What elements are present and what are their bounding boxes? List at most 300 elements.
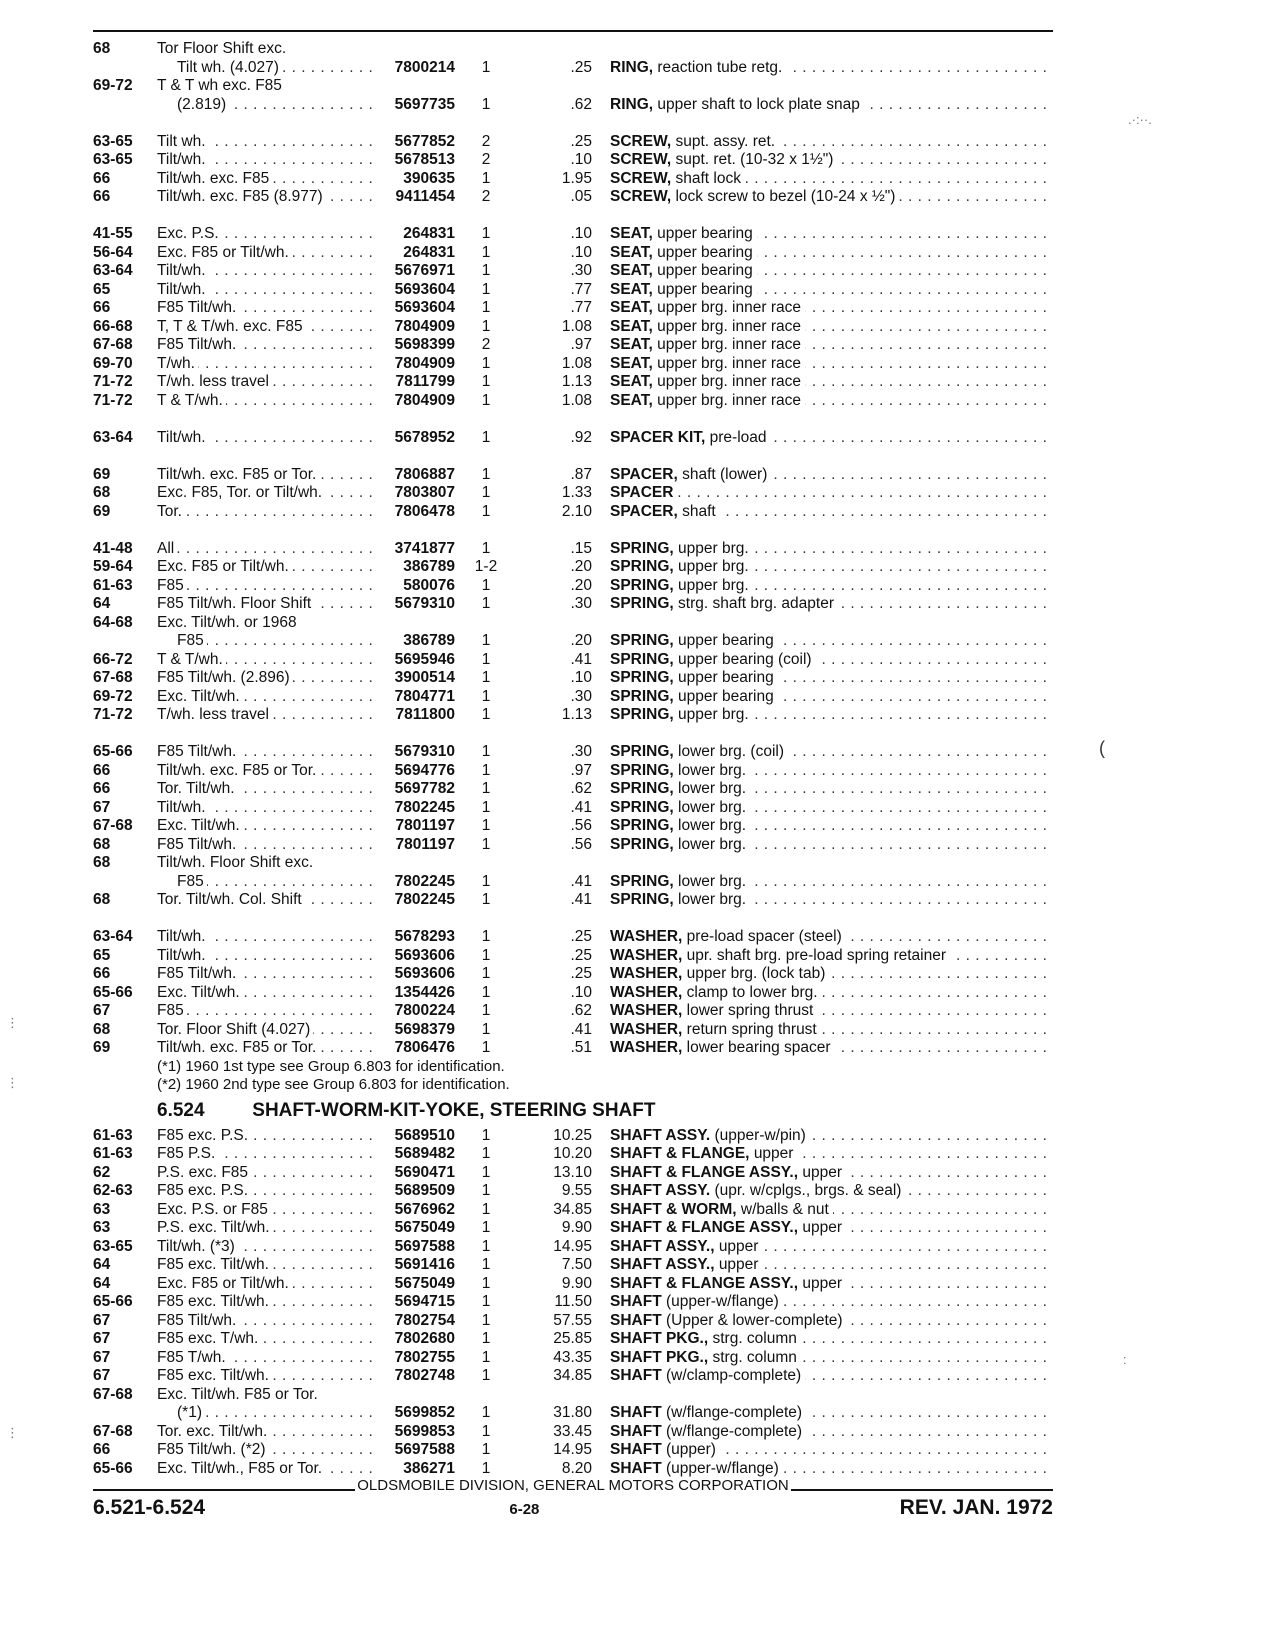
- application-text: F85: [157, 873, 207, 890]
- part-row: [93, 188, 1053, 207]
- part-row: [93, 1219, 1053, 1238]
- application: [157, 244, 375, 263]
- model-years: 65-66: [93, 983, 133, 1001]
- description: [610, 965, 1053, 984]
- application-text: F85: [157, 632, 207, 649]
- part-detail: lower brg.: [678, 761, 747, 779]
- application: [157, 947, 375, 966]
- part-detail: upper bearing: [657, 225, 753, 242]
- part-name: SPRING,: [610, 595, 674, 612]
- part-name: SEAT,: [610, 373, 653, 390]
- part-row: [93, 225, 1053, 244]
- application: [157, 281, 375, 300]
- application: [157, 1330, 375, 1349]
- application: [157, 1238, 375, 1257]
- quantity: 1: [481, 428, 491, 446]
- description: [610, 429, 1053, 448]
- description-text: [610, 40, 614, 57]
- part-name: SPRING,: [610, 650, 674, 668]
- part-name: SPRING,: [610, 576, 674, 594]
- description-text: [610, 225, 757, 242]
- model-years: 67: [93, 1367, 111, 1384]
- price: [517, 1386, 610, 1405]
- footer-rule-right: [791, 1489, 1053, 1491]
- scan-speck: :: [1123, 1352, 1127, 1367]
- model-years: 68: [93, 891, 111, 908]
- part-row: [93, 688, 1053, 707]
- description: [610, 614, 1053, 633]
- description-text: [610, 1275, 846, 1292]
- quantity: 1: [481, 1256, 491, 1273]
- price: .62: [570, 1002, 592, 1019]
- application: [157, 429, 375, 448]
- quantity: 1: [481, 798, 491, 816]
- quantity: 1: [481, 465, 491, 483]
- part-number: 7802245: [394, 872, 455, 890]
- part-group: [93, 743, 1053, 910]
- part-name: WASHER,: [610, 1039, 683, 1056]
- quantity: 1: [481, 1459, 491, 1477]
- part-number: 5694715: [394, 1293, 455, 1310]
- description: [610, 77, 1053, 96]
- quantity: 1: [481, 1002, 491, 1019]
- model-years: 65-66: [93, 1293, 133, 1310]
- quantity: 1: [481, 576, 491, 594]
- model-years: 63-64: [93, 428, 133, 446]
- application: [157, 1275, 375, 1294]
- model-years: 61-63: [93, 1126, 133, 1144]
- description-text: [610, 1201, 833, 1218]
- part-row: [93, 299, 1053, 318]
- part-name: SHAFT: [610, 1293, 662, 1310]
- application-text: F85 exc. Tilt/wh.: [157, 1293, 272, 1310]
- application-text: Tilt wh.: [157, 133, 209, 150]
- quantity: 1: [481, 1200, 491, 1218]
- description: [610, 484, 1053, 503]
- application-text: F85 exc. Tilt/wh.: [157, 1256, 272, 1273]
- quantity: 2: [481, 336, 491, 353]
- application: [157, 595, 375, 614]
- part-name: SEAT,: [610, 391, 653, 409]
- model-years: 67-68: [93, 669, 133, 686]
- part-number: 5675049: [394, 1219, 455, 1236]
- application: [157, 1127, 375, 1146]
- description-text: [610, 928, 846, 945]
- application: [157, 262, 375, 281]
- application: [157, 1404, 375, 1423]
- part-name: SPRING,: [610, 706, 674, 723]
- quantity: 1: [481, 928, 491, 945]
- application-text: Tilt/wh.: [157, 947, 209, 964]
- application-text: Exc. P.S.: [157, 225, 222, 242]
- price: .10: [570, 983, 592, 1001]
- part-row: [93, 1404, 1053, 1423]
- part-name: SPRING,: [610, 835, 674, 853]
- quantity: 1: [481, 669, 491, 686]
- part-detail: upper brg. (lock tab): [686, 965, 826, 982]
- part-number: 7802680: [394, 1330, 455, 1347]
- part-name: SEAT,: [610, 317, 653, 335]
- description: [610, 373, 1053, 392]
- part-number: 390635: [403, 169, 455, 187]
- part-name: SCREW,: [610, 169, 672, 187]
- application-text: P.S. exc. Tilt/wh.: [157, 1219, 273, 1236]
- quantity: 1: [481, 1441, 491, 1458]
- section-heading: [93, 1097, 1053, 1125]
- quantity: 2: [481, 188, 491, 205]
- quantity: 1: [481, 946, 491, 964]
- description: [610, 1256, 1053, 1275]
- application-text: Tilt/wh.: [157, 799, 209, 816]
- model-years: [93, 632, 157, 651]
- price: 11.50: [554, 1293, 592, 1310]
- scan-speck: ⋮: [6, 1425, 19, 1440]
- part-row: [93, 854, 1053, 873]
- part-row: [93, 1201, 1053, 1220]
- part-number: 5675049: [394, 1274, 455, 1292]
- description-text: [610, 1441, 720, 1458]
- description-text: [610, 817, 750, 834]
- application-text: (*1): [157, 1404, 205, 1421]
- part-detail: lower brg.: [678, 835, 747, 853]
- application-text: Tor. exc. Tilt/wh.: [157, 1423, 270, 1440]
- application: [157, 1145, 375, 1164]
- description-text: [610, 244, 757, 261]
- model-years: 67: [93, 1311, 111, 1329]
- application: [157, 96, 375, 115]
- part-name: SHAFT & WORM,: [610, 1200, 737, 1218]
- part-number: 7800214: [394, 58, 455, 76]
- part-number: [375, 614, 455, 633]
- section-parts: [93, 1127, 1053, 1479]
- section-number: 6.524: [157, 1099, 205, 1121]
- application: [157, 1201, 375, 1220]
- part-number: 5693604: [394, 280, 455, 298]
- application-text: Tor Floor Shift exc.: [157, 40, 289, 57]
- quantity: 1: [481, 1219, 491, 1236]
- price: .10: [570, 225, 592, 242]
- application: [157, 891, 375, 910]
- model-years: 56-64: [93, 243, 133, 261]
- model-years: 67: [93, 798, 111, 816]
- part-name: SHAFT & FLANGE ASSY.,: [610, 1219, 799, 1236]
- description-text: [610, 965, 829, 982]
- part-number: 7802245: [394, 891, 455, 908]
- description: [610, 854, 1053, 873]
- price: 1.13: [561, 373, 592, 390]
- quantity: 1: [481, 817, 491, 834]
- description-text: [610, 299, 805, 316]
- price: .41: [570, 872, 592, 890]
- part-row: [93, 1275, 1053, 1294]
- footnotes: [93, 1058, 1053, 1095]
- application: [157, 1164, 375, 1183]
- description: [610, 651, 1053, 670]
- application-text: F85 Tilt/wh.: [157, 336, 239, 353]
- price: 1.13: [561, 706, 592, 723]
- description: [610, 1127, 1053, 1146]
- part-detail: upper brg.: [678, 706, 749, 723]
- part-row: [93, 891, 1053, 910]
- description-text: [610, 318, 805, 335]
- part-detail: (w/flange-complete): [665, 1422, 803, 1440]
- part-number: 5691416: [394, 1256, 455, 1273]
- footnote: (*1) 1960 1st type see Group 6.803 for identification.: [157, 1057, 505, 1075]
- application-text: Tor. Floor Shift (4.027): [157, 1021, 313, 1038]
- description-text: [610, 1386, 614, 1403]
- part-name: SEAT,: [610, 354, 653, 372]
- price: .10: [570, 243, 592, 261]
- part-number: 7801197: [395, 817, 455, 834]
- price: .15: [570, 539, 592, 557]
- model-years: 68: [93, 835, 111, 853]
- part-detail: upr. shaft brg. pre-load spring retainer: [686, 946, 946, 964]
- part-name: SEAT,: [610, 225, 653, 242]
- model-years: 67: [93, 1002, 111, 1019]
- part-row: [93, 651, 1053, 670]
- model-years: 63-65: [93, 1237, 133, 1255]
- part-row: [93, 669, 1053, 688]
- part-number: 5693604: [394, 299, 455, 316]
- part-name: WASHER,: [610, 983, 683, 1001]
- application: [157, 1423, 375, 1442]
- description: [610, 1330, 1053, 1349]
- part-name: SPRING,: [610, 817, 674, 834]
- part-row: [93, 1441, 1053, 1460]
- description: [610, 632, 1053, 651]
- description: [610, 1441, 1053, 1460]
- price: .25: [570, 946, 592, 964]
- price: [517, 40, 610, 59]
- scan-speck: ⋮: [6, 1075, 19, 1090]
- part-name: WASHER,: [610, 965, 683, 982]
- quantity: 1: [481, 95, 491, 113]
- part-detail: upper brg. inner race: [657, 299, 801, 316]
- price: 1.08: [561, 391, 592, 409]
- price: 13.10: [553, 1163, 592, 1181]
- part-number: 5699853: [394, 1422, 455, 1440]
- part-name: SPRING,: [610, 872, 674, 890]
- description: [610, 1312, 1053, 1331]
- description: [610, 318, 1053, 337]
- part-name: SHAFT: [610, 1311, 662, 1329]
- quantity: 1: [481, 484, 491, 501]
- description-text: [610, 1238, 762, 1255]
- part-detail: upper bearing: [657, 243, 753, 261]
- description-text: [610, 77, 614, 94]
- description: [610, 188, 1053, 207]
- part-detail: supt. ret. (10-32 x 1½"): [675, 151, 834, 168]
- part-group: [93, 429, 1053, 448]
- part-name: SPRING,: [610, 669, 674, 686]
- quantity: 1: [481, 317, 491, 335]
- model-years: 68: [93, 854, 111, 871]
- application: [157, 706, 375, 725]
- application-text: T/wh. less travel: [157, 373, 272, 390]
- part-name: SHAFT PKG.,: [610, 1348, 709, 1366]
- part-row: [93, 947, 1053, 966]
- application: [157, 632, 375, 651]
- part-row: [93, 133, 1053, 152]
- quantity: 1: [481, 1422, 491, 1440]
- part-number: 7802245: [394, 798, 455, 816]
- application: [157, 1312, 375, 1331]
- part-name: WASHER,: [610, 1020, 683, 1038]
- part-detail: lower brg.: [678, 872, 747, 890]
- price: 34.85: [553, 1367, 592, 1384]
- application: [157, 484, 375, 503]
- part-name: SPRING,: [610, 687, 674, 705]
- corporation-name: OLDSMOBILE DIVISION, GENERAL MOTORS CORPORATION: [357, 1477, 789, 1494]
- description: [610, 817, 1053, 836]
- part-name: SPRING,: [610, 539, 674, 557]
- part-row: [93, 59, 1053, 78]
- application-text: Exc. Tilt/wh.: [157, 984, 243, 1001]
- part-detail: upper brg. inner race: [657, 354, 801, 372]
- quantity: 1-2: [474, 558, 498, 575]
- model-years: 62: [93, 1163, 111, 1181]
- quantity: 1: [481, 391, 491, 409]
- part-row: [93, 77, 1053, 96]
- application: [157, 669, 375, 688]
- footer-rule-left: [93, 1489, 355, 1491]
- part-detail: upper brg. inner race: [657, 317, 801, 335]
- application-text: F85 Tilt/wh.: [157, 965, 239, 982]
- quantity: [455, 40, 517, 59]
- description: [610, 743, 1053, 762]
- part-number: 9411454: [395, 188, 455, 205]
- application-text: Exc. Tilt/wh. or 1968: [157, 614, 300, 631]
- part-detail: pre-load spacer (steel): [686, 928, 842, 945]
- quantity: 2: [481, 132, 491, 150]
- quantity: 1: [481, 965, 491, 982]
- part-detail: (upper): [665, 1441, 716, 1458]
- part-number: 5678952: [394, 428, 455, 446]
- description-text: [610, 688, 778, 705]
- price: .25: [570, 965, 592, 982]
- application-text: T/wh.: [157, 355, 198, 372]
- description-text: [610, 1145, 797, 1162]
- model-years: 62-63: [93, 1182, 133, 1199]
- price: 9.90: [561, 1274, 592, 1292]
- part-row: [93, 1164, 1053, 1183]
- part-detail: w/balls & nut: [740, 1200, 829, 1218]
- part-row: [93, 1386, 1053, 1405]
- description: [610, 1039, 1053, 1058]
- application: [157, 188, 375, 207]
- application-text: Exc. Tilt/wh.: [157, 817, 243, 834]
- part-number: 7804771: [394, 687, 455, 705]
- part-detail: (Upper & lower-complete): [665, 1311, 843, 1329]
- application-text: F85: [157, 1002, 187, 1019]
- part-group: [93, 133, 1053, 207]
- price: 25.85: [553, 1330, 592, 1347]
- application: [157, 59, 375, 78]
- part-number: 7811800: [395, 706, 455, 723]
- description-text: [610, 558, 753, 575]
- description: [610, 503, 1053, 522]
- part-row: [93, 244, 1053, 263]
- application-text: T/wh. less travel: [157, 706, 272, 723]
- part-row: [93, 1182, 1053, 1201]
- part-row: [93, 1423, 1053, 1442]
- part-group: [93, 466, 1053, 522]
- description: [610, 151, 1053, 170]
- part-number: 5697588: [394, 1441, 455, 1458]
- quantity: 1: [481, 1367, 491, 1384]
- price: .20: [570, 576, 592, 594]
- part-row: [93, 540, 1053, 559]
- model-years: 63-65: [93, 151, 133, 168]
- price: [517, 614, 610, 633]
- part-detail: strg. shaft brg. adapter: [678, 595, 834, 612]
- part-detail: upper: [718, 1256, 759, 1273]
- price: .41: [570, 798, 592, 816]
- parts-list: [93, 40, 1053, 1478]
- application: [157, 817, 375, 836]
- model-years: 41-55: [93, 225, 133, 242]
- part-row: [93, 40, 1053, 59]
- part-name: RING,: [610, 95, 654, 113]
- description-text: [610, 1182, 905, 1199]
- description-text: [610, 614, 614, 631]
- description-text: [610, 743, 788, 760]
- description-text: [610, 503, 720, 520]
- model-years: 64-68: [93, 613, 133, 631]
- price: .20: [570, 632, 592, 649]
- part-detail: (upr. w/cplgs., brgs. & seal): [714, 1182, 902, 1199]
- part-detail: strg. column: [712, 1330, 797, 1347]
- part-detail: return spring thrust: [686, 1020, 817, 1038]
- description-text: [610, 706, 753, 723]
- description: [610, 466, 1053, 485]
- quantity: 1: [481, 872, 491, 890]
- application: [157, 965, 375, 984]
- application: [157, 540, 375, 559]
- part-number: 5676971: [394, 262, 455, 279]
- description-text: [610, 59, 786, 76]
- description: [610, 891, 1053, 910]
- part-number: 7804909: [394, 391, 455, 409]
- quantity: 1: [481, 1330, 491, 1347]
- quantity: 1: [481, 780, 491, 797]
- part-detail: lower brg.: [678, 891, 747, 908]
- model-years: 66: [93, 780, 111, 797]
- part-name: SCREW,: [610, 151, 672, 168]
- application: [157, 1002, 375, 1021]
- price: .77: [570, 280, 592, 298]
- description: [610, 1164, 1053, 1183]
- application-text: Tor.: [157, 503, 185, 520]
- part-row: [93, 1127, 1053, 1146]
- part-number: 5689510: [394, 1126, 455, 1144]
- corporation-line: [93, 1474, 1053, 1494]
- part-row: [93, 96, 1053, 115]
- part-number: 264831: [403, 243, 455, 261]
- model-years: 69-72: [93, 77, 133, 94]
- part-number: [375, 77, 455, 96]
- application-text: F85: [157, 577, 187, 594]
- part-name: SPRING,: [610, 891, 674, 908]
- part-detail: upper brg.: [678, 576, 749, 594]
- part-row: [93, 466, 1053, 485]
- description: [610, 836, 1053, 855]
- description: [610, 1201, 1053, 1220]
- price: .62: [570, 95, 592, 113]
- description: [610, 762, 1053, 781]
- description-text: [610, 836, 750, 853]
- application-text: F85 exc. Tilt/wh.: [157, 1367, 272, 1384]
